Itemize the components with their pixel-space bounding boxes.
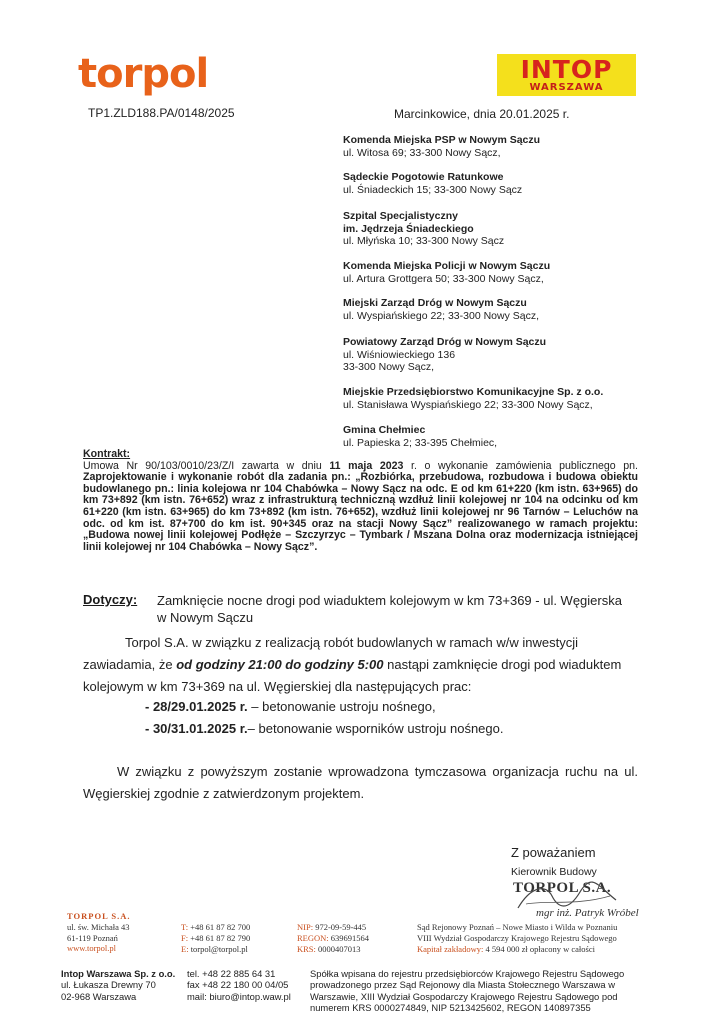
recipient-name: Szpital Specjalistyczny bbox=[343, 210, 458, 222]
recipient-block bbox=[343, 297, 673, 322]
signer-name: mgr inż. Patryk Wróbel bbox=[536, 907, 639, 919]
footer-intop-registry bbox=[310, 968, 624, 1014]
footer-torpol-registry bbox=[297, 922, 369, 954]
list-item-text: – betonowanie wsporników ustroju nośnego. bbox=[247, 721, 504, 736]
footer-phone: +48 61 87 82 700 bbox=[190, 922, 251, 932]
torpol-logo: torpol bbox=[78, 51, 209, 97]
footer-label: T: bbox=[181, 922, 189, 932]
recipient-block bbox=[343, 424, 673, 449]
recipient-name-line2: im. Jędrzeja Śniadeckiego bbox=[343, 222, 474, 235]
footer-court-line: Sąd Rejonowy Poznań – Nowe Miasto i Wilda w Poznaniu bbox=[417, 922, 618, 932]
contract-text bbox=[83, 461, 638, 554]
recipient-address: ul. Witosa 69; 33-300 Nowy Sącz, bbox=[343, 146, 501, 159]
footer-intop-mail: mail: biuro@intop.waw.pl bbox=[187, 990, 291, 1002]
footer-label: F: bbox=[181, 932, 189, 943]
footer-intop-company: Intop Warszawa Sp. z o.o. bbox=[61, 968, 176, 979]
recipient-block bbox=[343, 260, 673, 285]
closing-greeting: Z poważaniem bbox=[511, 845, 596, 860]
footer-registry-line: numerem KRS 0000274849, NIP 5213425602, REGON 140897355 bbox=[310, 1002, 591, 1014]
recipient-block bbox=[343, 210, 673, 248]
recipient-block bbox=[343, 386, 673, 411]
contract-title: Kontrakt: bbox=[83, 448, 131, 460]
footer-torpol-court bbox=[417, 922, 617, 954]
recipient-name: Miejskie Przedsiębiorstwo Komunikacyjne Sp. z o.o. bbox=[343, 386, 604, 398]
list-item-date: - 28/29.01.2025 r. bbox=[145, 699, 248, 714]
recipient-address: ul. Śniadeckich 15; 33-300 Nowy Sącz bbox=[343, 183, 523, 196]
closing-role: Kierownik Budowy bbox=[511, 866, 597, 878]
footer-fax: +48 61 87 82 790 bbox=[190, 932, 251, 943]
contract-task: Zaprojektowanie i wykonanie robót dla zadania pn.: „Rozbiórka, przebudowa, rozbudowa i budowa obiektu budowlanego pn.: linia kolejowa nr 104 Chabówka – Nowy Sącz na odc. E od km 61+220 (km istn. 63+965) do km 73+892 (km istn. 76+652) wraz z infrastrukturą techniczną wzdłuż linii kolejowej nr 104 na odcinku od km 61+220 (km istn. 63+965) do km 73+892 (km istn. 76+652), wzdłuż linii kolejowej nr 96 Tarnów – Leluchów na odc. od km ist. 87+700 do km ist. 90+345 oraz na stacji Nowy Sącz” realizowanego w ramach projektu: „Budowa nowej linii kolejowej Podłęże – Szczyrzyc – Tymbark / Mszana Dolna oraz modernizacja istniejącej linii kolejowej nr 104 Chabówka – Nowy Sącz”. bbox=[83, 471, 638, 553]
footer-intop-fax: fax +48 22 180 00 04/05 bbox=[187, 979, 289, 991]
intop-logo-word: INTOP bbox=[520, 55, 613, 84]
recipient-name: Gmina Chełmiec bbox=[343, 424, 426, 436]
body-hours: od godziny 21:00 do godziny 5:00 bbox=[176, 657, 384, 672]
footer-torpol-contact bbox=[181, 922, 250, 954]
subject-text: Zamknięcie nocne drogi pod wiaduktem kolejowym w km 73+369 - ul. Węgierska w Nowym Sączu bbox=[157, 593, 622, 625]
footer-krs: 0000407013 bbox=[318, 943, 361, 954]
body-text-b: nastąpi zamknięcie drogi pod wiaduktem kolejowym w km 73+369 na ul. Węgierskiej dla następujących prac: bbox=[83, 657, 622, 694]
list-item-text: – betonowanie ustroju nośnego, bbox=[247, 699, 436, 714]
footer-label: NIP: bbox=[297, 922, 314, 932]
footer-registry-line: Warszawie, XIII Wydział Gospodarczy Krajowego Rejestru Sądowego pod bbox=[310, 990, 618, 1002]
footer-court-line: VIII Wydział Gospodarczy Krajowego Rejestru Sądowego bbox=[417, 932, 617, 943]
footer-registry-line: Spółka wpisana do rejestru przedsiębiorców Krajowego Rejestru Sądowego bbox=[310, 968, 625, 979]
recipient-address: 33-300 Nowy Sącz, bbox=[343, 361, 435, 373]
body-text-c: W związku z powyższym zostanie wprowadzona tymczasowa organizacja ruchu na ul. Węgierskiej zgodnie z zatwierdzonym projektem. bbox=[83, 764, 638, 801]
contract-section bbox=[83, 449, 638, 553]
recipient-address: ul. Wiśniowieckiego 136 bbox=[343, 348, 456, 361]
contract-text-b: r. o wykonanie zamówienia publicznego pn. bbox=[403, 459, 638, 472]
footer-label: Kapitał zakładowy: bbox=[417, 943, 484, 954]
recipient-block bbox=[343, 171, 673, 196]
footer-address-line: 02-968 Warszawa bbox=[61, 990, 137, 1002]
intop-logo bbox=[497, 54, 636, 96]
body-paragraph-1 bbox=[83, 632, 638, 698]
footer-capital: 4 594 000 zł opłacony w całości bbox=[483, 943, 595, 954]
footer-label: E: bbox=[181, 943, 189, 954]
recipient-block bbox=[343, 134, 673, 159]
footer-intop-address bbox=[61, 968, 175, 1002]
recipient-name: Powiatowy Zarząd Dróg w Nowym Sączu bbox=[343, 336, 547, 348]
footer-label: KRS: bbox=[297, 943, 316, 954]
recipient-name: Komenda Miejska Policji w Nowym Sączu bbox=[343, 260, 551, 272]
recipient-name: Sądeckie Pogotowie Ratunkowe bbox=[343, 171, 504, 183]
recipient-address: ul. Papieska 2; 33-395 Chełmiec, bbox=[343, 436, 498, 449]
body-paragraph-2 bbox=[83, 761, 638, 804]
footer-intop-tel: tel. +48 22 885 64 31 bbox=[187, 968, 276, 979]
footer-website: www.torpol.pl bbox=[67, 943, 117, 954]
footer-torpol-address bbox=[67, 911, 131, 954]
footer-nip: 972-09-59-445 bbox=[315, 922, 367, 932]
recipient-address: ul. Młyńska 10; 33-300 Nowy Sącz bbox=[343, 235, 505, 247]
footer-label: REGON: bbox=[297, 932, 329, 943]
list-item-date: - 30/31.01.2025 r. bbox=[145, 721, 248, 736]
recipient-block bbox=[343, 336, 673, 374]
recipient-address: ul. Stanisława Wyspiańskiego 22; 33-300 Nowy Sącz, bbox=[343, 398, 593, 411]
body-text-a: Torpol S.A. w związku z realizacją robót budowlanych w ramach w/w inwestycji zawiadamia, że bbox=[83, 635, 579, 672]
intop-logo-subtitle: WARSZAWA bbox=[529, 82, 604, 93]
document-reference: TP1.ZLD188.PA/0148/2025 bbox=[88, 106, 235, 120]
contract-date: 11 maja 2023 bbox=[329, 459, 404, 472]
footer-registry-line: prowadzonego przez Sąd Rejonowy dla Miasta Stołecznego Warszawa w bbox=[310, 979, 616, 991]
recipient-address: ul. Wyspiańskiego 22; 33-300 Nowy Sącz, bbox=[343, 309, 540, 322]
footer-address-line: ul. Łukasza Drewny 70 bbox=[61, 979, 156, 991]
footer-email: torpol@torpol.pl bbox=[190, 943, 248, 954]
recipient-address: ul. Artura Grottgera 50; 33-300 Nowy Sącz, bbox=[343, 272, 544, 285]
list-item bbox=[145, 699, 436, 714]
footer-intop-contact bbox=[187, 968, 291, 1002]
footer-address-line: 61-119 Poznań bbox=[67, 932, 118, 943]
contract-text-a: Umowa Nr 90/103/0010/23/Z/I zawarta w dniu bbox=[83, 459, 330, 472]
recipient-name: Komenda Miejska PSP w Nowym Sączu bbox=[343, 134, 541, 146]
place-date: Marcinkowice, dnia 20.01.2025 r. bbox=[394, 107, 570, 121]
recipient-name: Miejski Zarząd Dróg w Nowym Sączu bbox=[343, 297, 527, 309]
footer-company-name: TORPOL S.A. bbox=[67, 911, 131, 921]
list-item bbox=[145, 721, 504, 736]
company-stamp: TORPOL S.A. bbox=[513, 880, 612, 896]
footer-regon: 639691564 bbox=[330, 932, 370, 943]
subject-label: Dotyczy: bbox=[83, 592, 138, 607]
footer-address-line: ul. św. Michała 43 bbox=[67, 921, 130, 932]
